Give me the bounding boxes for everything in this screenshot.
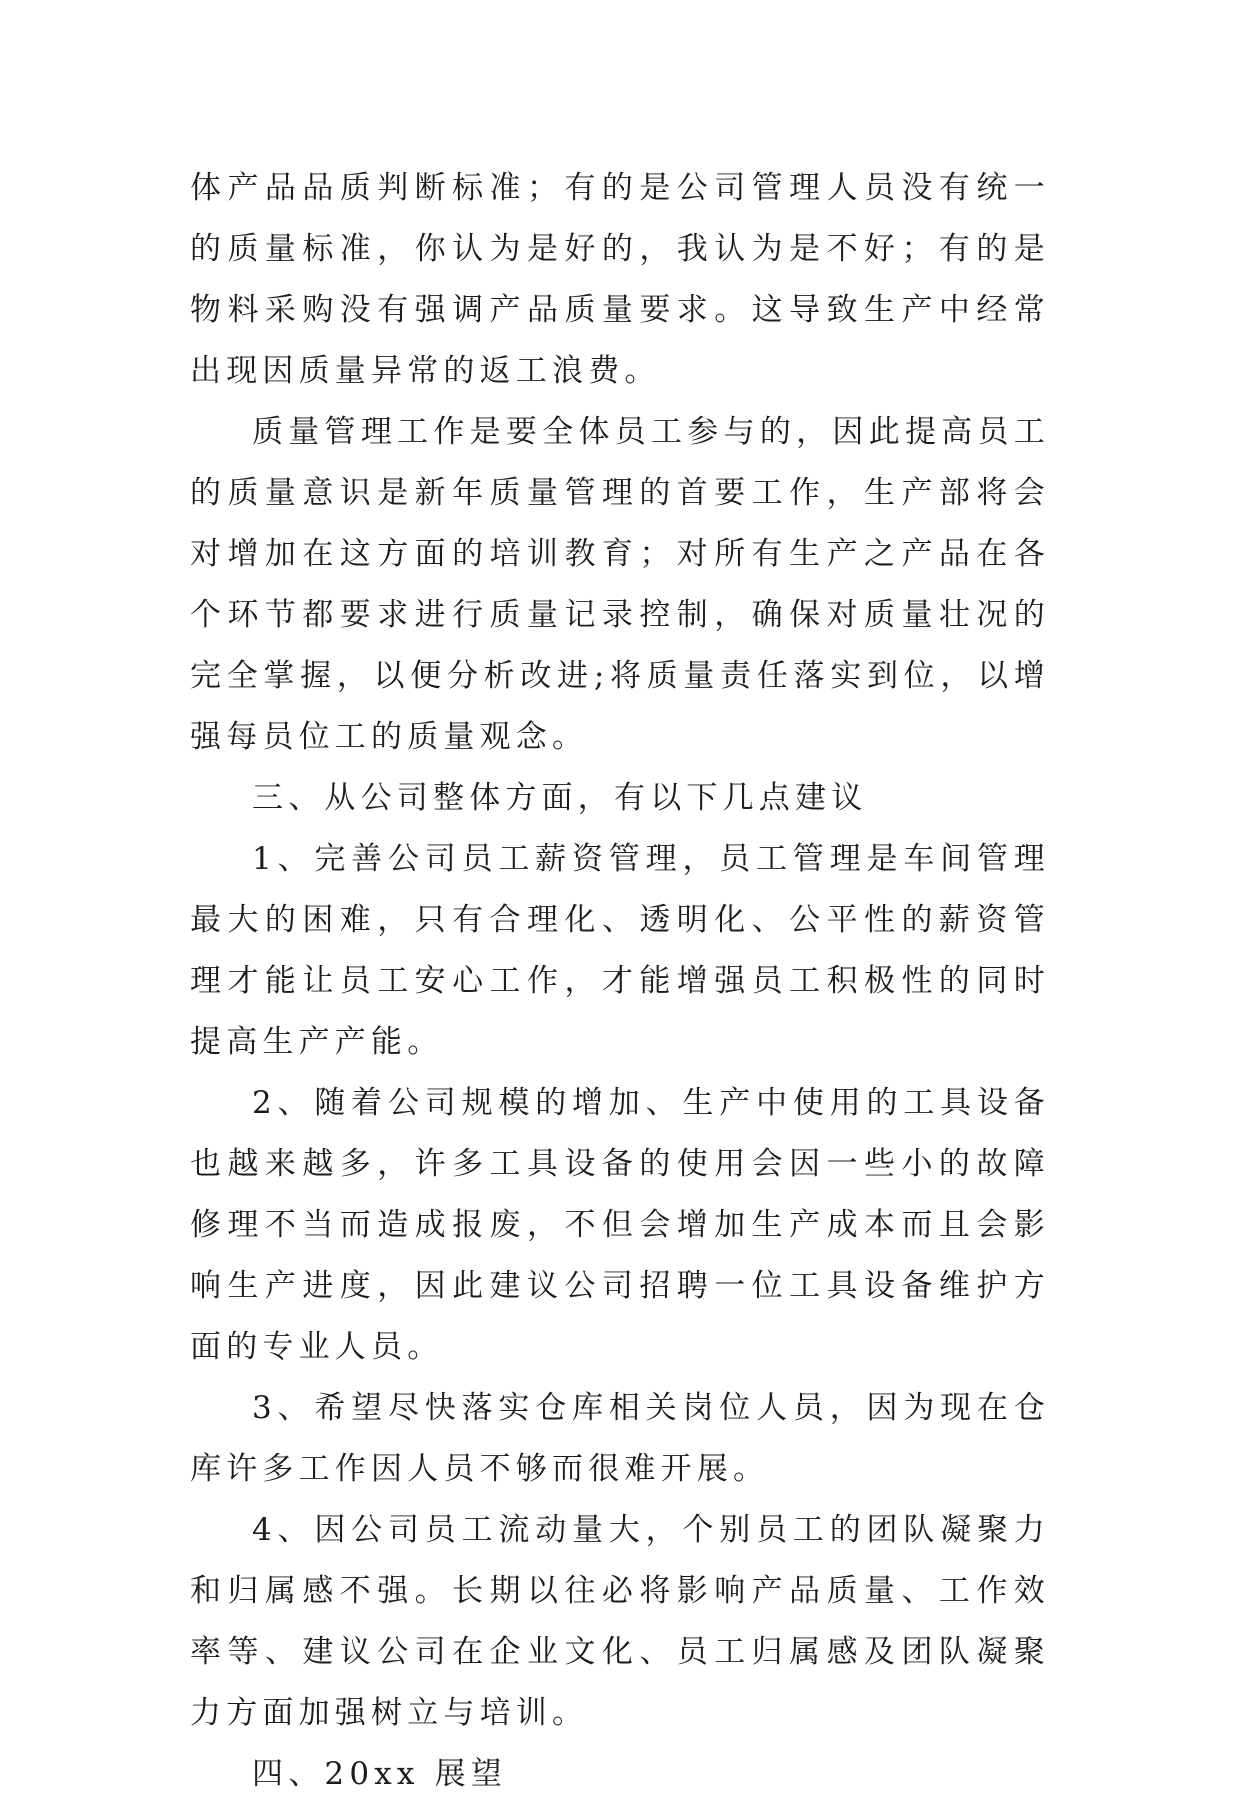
suggestion-item-3: 3、希望尽快落实仓库相关岗位人员，因为现在仓库许多工作因人员不够而很难开展。 <box>190 1390 1050 1487</box>
paragraph-quality-standards: 体产品品质判断标准；有的是公司管理人员没有统一的质量标准，你认为是好的，我认为是不好；有的是物料采购没有强调产品质量要求。这导致生产中经常出现因质量异常的返工浪费。 <box>190 170 1050 389</box>
paragraph-quality-management: 质量管理工作是要全体员工参与的，因此提高员工的质量意识是新年质量管理的首要工作，生产部将会对增加在这方面的培训教育；对所有生产之产品在各个环节都要求进行质量记录控制，确保对质量壮况的完全掌握，以便分析改进;将质量责任落实到位，以增强每员位工的质量观念。 <box>190 414 1050 755</box>
section-heading-outlook: 四、20xx 展望 <box>252 1756 508 1792</box>
suggestion-item-4: 4、因公司员工流动量大，个别员工的团队凝聚力和归属感不强。长期以往必将影响产品质量、工作效率等、建议公司在企业文化、员工归属感及团队凝聚力方面加强树立与培训。 <box>190 1512 1050 1731</box>
suggestion-item-2: 2、随着公司规模的增加、生产中使用的工具设备也越来越多，许多工具设备的使用会因一些小的故障修理不当而造成报废，不但会增加生产成本而且会影响生产进度，因此建议公司招聘一位工具设备维护方面的专业人员。 <box>190 1085 1050 1365</box>
document-body <box>190 158 1050 1805</box>
section-heading-company-suggestions: 三、从公司整体方面，有以下几点建议 <box>252 780 868 816</box>
suggestion-item-1: 1、完善公司员工薪资管理，员工管理是车间管理最大的困难，只有合理化、透明化、公平性的薪资管理才能让员工安心工作，才能增强员工积极性的同时提高生产产能。 <box>190 841 1050 1060</box>
